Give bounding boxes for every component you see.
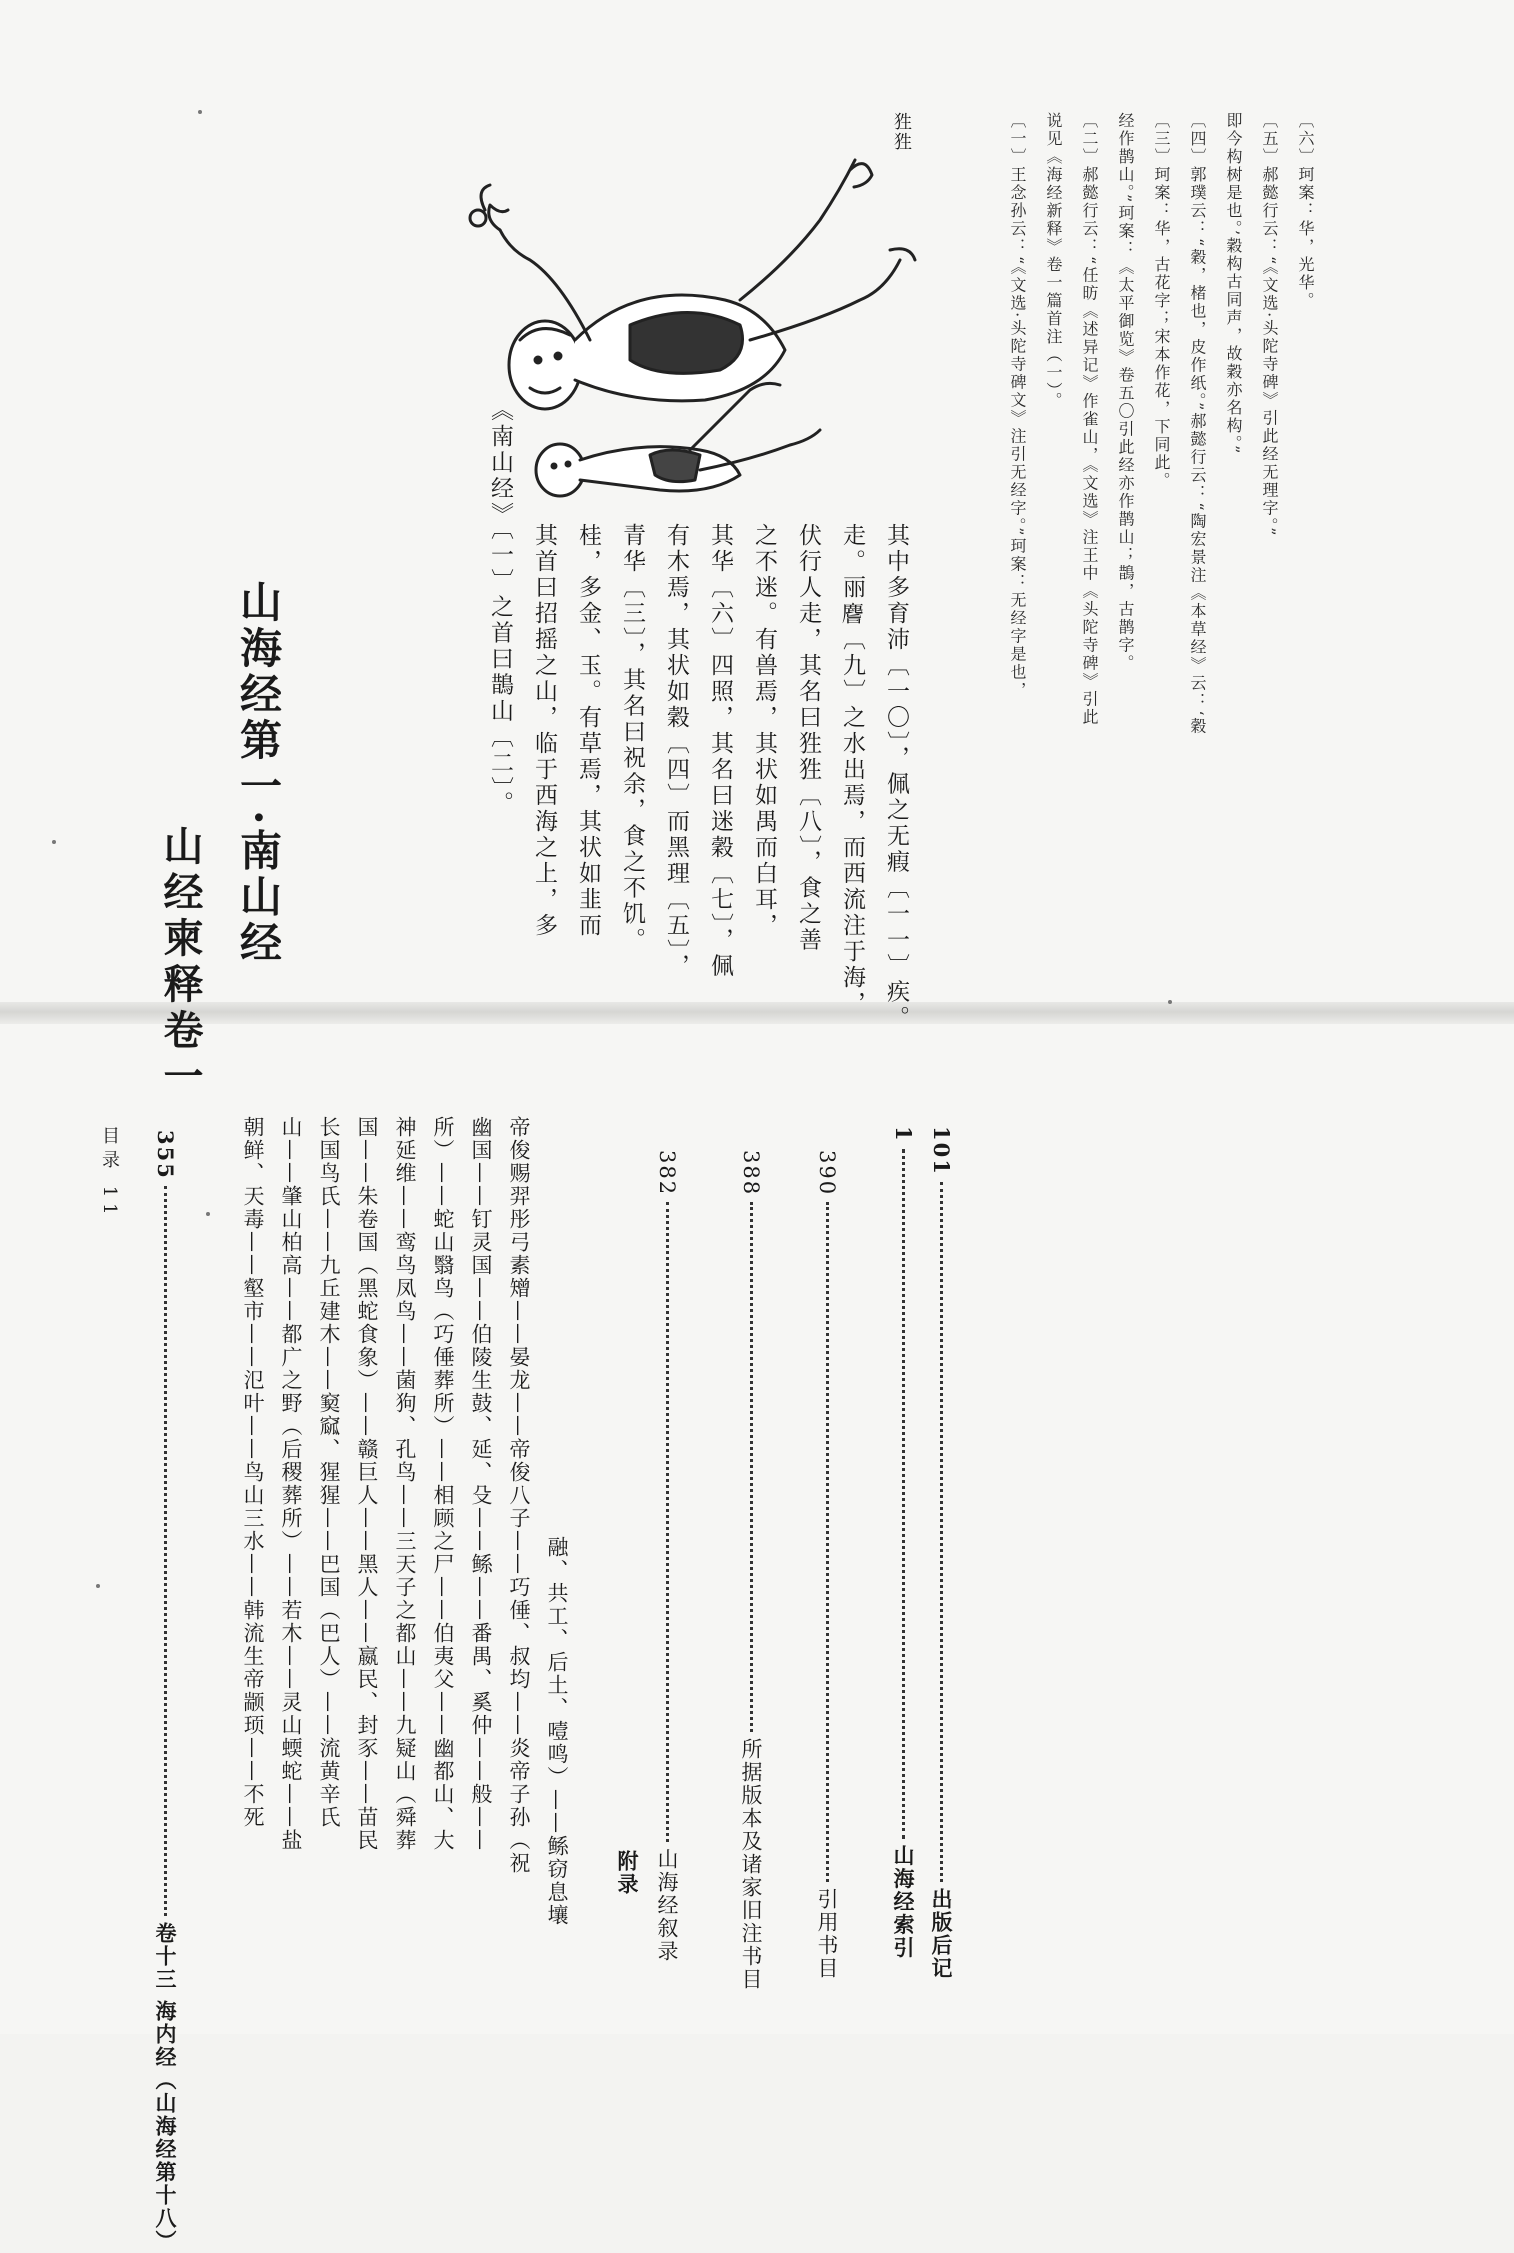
body-line: 有木焉，其状如穀〔四〕而黑理〔五〕， [663, 523, 689, 980]
toc-page-number: 382 [655, 1150, 679, 1197]
note-line: 经作鹊山。”珂案：《太平御览》卷五〇引此经亦作鹊山；鵲，古鹊字。 [1116, 112, 1135, 673]
illustration-label: 狌狌 [891, 112, 912, 152]
body-line: 桂，多金、玉。有草焉，其状如韭而 [575, 523, 601, 939]
toc-label: 山海经索引 [891, 1844, 916, 1960]
scan-speck [198, 110, 202, 114]
toc-label: 出版后记 [929, 1887, 954, 1980]
note-line: 说见《海经新释》卷一篇首注（一）。 [1044, 112, 1063, 410]
toc-entry[interactable] [736, 1150, 766, 1991]
scan-speck [52, 840, 56, 844]
body-line: 《南山经》〔一〕之首曰鵲山〔二〕。 [487, 398, 513, 817]
scan-speck [96, 1584, 100, 1588]
book-spine-fold [0, 1002, 1514, 1024]
body-line: 其华〔六〕四照，其名曰迷穀〔七〕，佩 [707, 523, 733, 980]
dot-leader [902, 1149, 905, 1839]
body-line: 伏行人走，其名曰狌狌〔八〕，食之善 [795, 523, 821, 954]
toc-subline: 朝鲜、天毒——壑市——氾叶——鸟山三水——韩流生帝颛顼——不死 [241, 1116, 265, 1829]
toc-subline: 国——朱卷国（黑蛇食象）——赣巨人——黑人——嬴民、封豕——苗民 [355, 1116, 379, 1852]
note-line: 〔一〕王念孙云：“《文选·头陀寺碑文》注引无经字。”珂案：无经字是也， [1008, 112, 1027, 700]
toc-subline: 幽国——钉灵国——伯陵生鼓、延、殳——鲧——番禺、奚仲——般—— [469, 1116, 493, 1852]
note-line: 〔二〕郝懿行云：“任昉《述异记》作雀山，《文选》注王中《头陀寺碑》引此 [1080, 112, 1099, 727]
dot-leader [666, 1202, 669, 1842]
toc-entry[interactable] [888, 1126, 918, 1960]
note-line: 〔五〕郝懿行云：“《文选·头陀寺碑》引此经无理字。” [1260, 112, 1279, 538]
toc-subline: 所）——蛇山翳鸟（巧倕葬所）——相顾之尸——伯夷父——幽都山、大 [431, 1116, 455, 1852]
dot-leader [826, 1202, 829, 1882]
dot-leader [750, 1202, 753, 1732]
toc-page-number: 388 [739, 1150, 763, 1197]
toc-entry[interactable] [812, 1150, 842, 1980]
toc-subline: 帝俊赐羿彤弓素矰——晏龙——帝俊八子——巧倕、叔均——炎帝子孙（祝 [507, 1116, 531, 1875]
toc-label: 引用书目 [815, 1888, 839, 1981]
body-line: 其首曰招摇之山，临于西海之上，多 [531, 523, 557, 939]
dot-leader [940, 1182, 943, 1882]
body-line: 青华〔三〕，其名曰祝余，食之不饥。 [619, 523, 645, 954]
section-title: 山海经第一·南山经 [234, 580, 283, 967]
toc-page-number: 355 [153, 1130, 178, 1180]
xingxing-illustration [450, 150, 950, 510]
toc-entry[interactable] [150, 1130, 180, 2253]
toc-subline: 山——肇山柏高——都广之野（后稷葬所）——若木——灵山蝡蛇——盐 [279, 1116, 303, 1852]
body-line: 走。丽𪊨〔九〕之水出焉，而西流注于海， [839, 523, 865, 1017]
toc-subline: 神延维——鸾鸟凤鸟——菌狗、孔鸟——三天子之都山——九疑山（舜葬 [393, 1116, 417, 1852]
toc-section-appendix: 附录 [615, 1850, 640, 1896]
note-line: 即今构树是也。’穀构古同声，故穀亦名构。” [1224, 112, 1243, 456]
body-line: 之不迷。有兽焉，其状如禺而白耳， [751, 523, 777, 939]
toc-subline: 融、共工、后土、噎鸣）——鲧窃息壤 [545, 1536, 569, 1927]
toc-page-number: 1 [891, 1126, 916, 1143]
dot-leader [164, 1186, 167, 1916]
scan-speck [1168, 1000, 1172, 1004]
toc-label: 山海经叙录 [655, 1848, 679, 1964]
toc-entry[interactable] [652, 1150, 682, 1963]
toc-label: 所据版本及诸家旧注书目 [739, 1738, 763, 1992]
scan-speck [206, 1212, 210, 1216]
note-line: 〔三〕珂案：华，古花字；宋本作花，下同此。 [1152, 112, 1171, 490]
book-title: 山经柬释卷一 [157, 825, 204, 1101]
toc-page-number: 101 [929, 1126, 954, 1176]
toc-page-number: 390 [815, 1150, 839, 1197]
body-line: 其中多育沛〔一〇〕，佩之无瘕〔一一〕疾。 [883, 523, 909, 1032]
toc-entry[interactable] [926, 1126, 956, 1980]
text-page [0, 0, 1514, 1101]
page-header: 目录 11 [99, 1126, 120, 1221]
toc-subline: 长国鸟氏——九丘建木——窫窳、猩猩——巴国（巴人）——流黄辛氏 [317, 1116, 341, 1829]
toc-label: 卷十三 海内经（山海经第十八） [153, 1921, 178, 2253]
note-line: 〔四〕郭璞云：“穀，楮也，皮作纸。”郝懿行云：“陶宏景注《本草经》云：‘穀 [1188, 112, 1207, 736]
note-line: 〔六〕珂案：华，光华。 [1296, 112, 1315, 310]
